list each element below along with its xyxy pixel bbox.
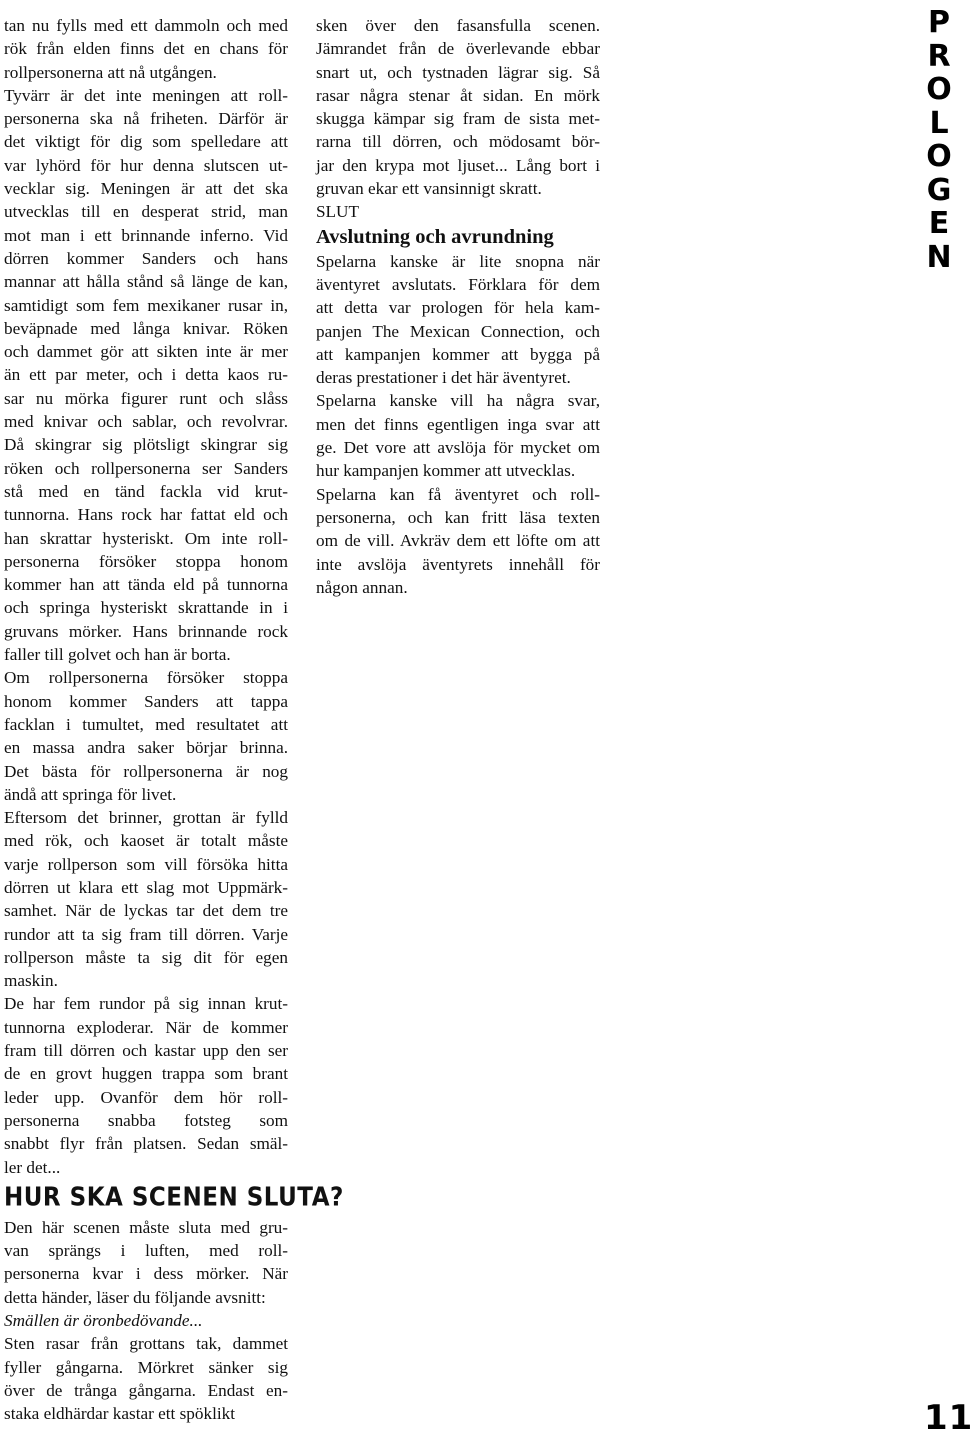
text-line: tan nu fylls med ett dammoln och med — [4, 16, 288, 35]
text-line: faller till golvet och han är borta. — [4, 645, 231, 665]
text-line: SLUT — [316, 202, 359, 222]
text-line: leder upp. Ovanför dem hör roll- — [4, 1087, 288, 1107]
text-line: rollpersonerna att nå utgången. — [4, 62, 217, 82]
middle-paragraph-group-after-heading — [316, 250, 600, 599]
text-line: honom kommer Sanders att tappa — [4, 691, 288, 711]
text-line: samhet. När de lyckas tar det dem tre — [4, 901, 288, 921]
middle-text-column — [316, 14, 600, 599]
text-line: staka eldhärdar kastar ett spöklikt — [4, 1404, 235, 1424]
text-line: Då skingrar sig plötsligt skingrar sig — [4, 435, 288, 455]
text-line: personerna försöker stoppa honom — [4, 551, 288, 571]
text-line: Den här scenen måste sluta med gru- — [4, 1217, 288, 1237]
text-line: än ett par meter, och i detta kaos ru- — [4, 365, 288, 385]
text-line: De har fem rundor på sig innan krut- — [4, 994, 288, 1014]
text-line: mannar att hålla stånd så länge de kan, — [4, 272, 288, 292]
text-line: att detta var prologen för hela kam- — [316, 298, 600, 318]
text-line: Tyvärr är det inte meningen att roll- — [4, 85, 288, 105]
text-line: att kampanjen kommer att bygga på — [316, 344, 600, 364]
text-line: en massa andra saker börjar brinna. — [4, 738, 288, 758]
section-heading-ending: HUR SKA SCENEN SLUTA? — [4, 1183, 344, 1213]
text-line: fram till dörren och kastar upp den ser — [4, 1041, 288, 1061]
text-line: deras prestationer i det här äventyret. — [316, 368, 571, 388]
text-line: kommer han att tända eld på tunnorna — [4, 575, 288, 595]
text-line: van sprängs i luften, med roll- — [4, 1241, 288, 1261]
text-line: sar nu mörka figurer runt och slåss — [4, 388, 288, 408]
text-line: skugga kämpar sig fram de sista met- — [316, 109, 600, 129]
text-line: med knivar och sablar, och revolvrar. — [4, 412, 288, 432]
left-text-column — [4, 14, 344, 1426]
chapter-title-letter: O — [926, 72, 952, 107]
text-line: var lyhörd för hur denna slutscen ut- — [4, 155, 288, 175]
text-line: över de trånga gångarna. Endast en- — [4, 1380, 288, 1400]
text-line: Smällen är öronbedövande... — [4, 1311, 203, 1331]
text-line: fyller gångarna. Mörkret sänker sig — [4, 1357, 288, 1377]
text-line: Om rollpersonerna försöker stoppa — [4, 668, 288, 688]
text-line: rarna till dörren, och mödosamt bör- — [316, 132, 600, 152]
text-line: röken och rollpersonerna ser Sanders — [4, 458, 288, 478]
text-line: det viktigt för dig som spelledare att — [4, 132, 288, 152]
text-line: med rök, och kaoset är totalt måste — [4, 831, 288, 851]
text-line: jar den krypa mot ljuset... Lång bort i — [316, 155, 600, 175]
text-line: äventyret avslutats. Förklara för dem — [316, 274, 600, 294]
text-line: rasar några stenar åt sidan. En mörk — [316, 85, 600, 105]
text-line: och springa hysteriskt skrattande in i — [4, 598, 288, 618]
text-line: gruvans mörker. Hans brinnande rock — [4, 621, 288, 641]
text-line: personerna snabba fotsteg som — [4, 1110, 288, 1130]
text-line: rök från elden finns det en chans för — [4, 39, 288, 59]
text-line: tunnorna. Hans rock har fattat eld och — [4, 505, 288, 525]
text-line: Spelarna kanske vill ha några svar, — [316, 391, 600, 411]
chapter-title-letter: R — [927, 38, 951, 74]
chapter-title-letter: L — [929, 105, 949, 141]
text-line: Det bästa för rollpersonerna är nog — [4, 761, 288, 781]
text-line: Spelarna kanske är lite snopna när — [316, 251, 600, 271]
left-paragraph-group — [4, 14, 288, 1179]
text-line: Jämrandet från de överlevande ebbar — [316, 39, 600, 59]
text-line: någon annan. — [316, 577, 408, 597]
page-number: 11 — [924, 1398, 973, 1438]
text-line: snabbt flyr från platsen. Sedan smäl- — [4, 1134, 288, 1154]
text-line: facklan i tumultet, med resultatet att — [4, 714, 288, 734]
left-paragraph-group-after-heading — [4, 1216, 288, 1426]
text-line: dörren ut klara ett slag mot Uppmärk- — [4, 877, 288, 897]
text-line: utvecklas till en desperat strid, man — [4, 202, 288, 222]
text-line: varje rollperson som vill försöka hitta — [4, 854, 288, 874]
text-line: ändå att springa för livet. — [4, 784, 177, 804]
text-line: hur kampanjen kommer att utvecklas. — [316, 461, 576, 481]
chapter-title-letter: G — [926, 172, 952, 208]
text-line: rundor att ta sig fram till dörren. Varje — [4, 924, 288, 944]
chapter-title-letter: O — [926, 139, 952, 174]
text-line: inte avslöja äventyrets innehåll för — [316, 554, 600, 574]
text-line: dörren kommer Sanders och hans — [4, 248, 288, 268]
chapter-title-letter: P — [928, 5, 950, 40]
text-line: beväpnade med långa knivar. Röken — [4, 318, 288, 338]
chapter-title-letter: N — [926, 239, 952, 275]
text-line: tunnorna exploderar. När de kommer — [4, 1017, 288, 1037]
text-line: vecklar sig. Meningen är att det ska — [4, 179, 288, 199]
text-line: personerna, och kan fritt läsa texten — [316, 507, 600, 527]
text-line: men det finns egentligen inga svar att — [316, 414, 600, 434]
text-line: detta händer, läser du följande avsnitt: — [4, 1287, 266, 1307]
text-line: maskin. — [4, 971, 58, 991]
section-heading-conclusion: Avslutning och avrundning — [316, 225, 554, 248]
text-line: ler det... — [4, 1157, 61, 1177]
vertical-chapter-title — [922, 6, 956, 274]
text-line: ge. Det vore att avslöja för mycket om — [316, 438, 600, 458]
text-line: de en grovt huggen trappa som brant — [4, 1064, 288, 1084]
text-line: och dammet gör att sikten inte är mer — [4, 342, 288, 362]
text-line: personerna kvar i dess mörker. När — [4, 1264, 288, 1284]
chapter-title-letter: E — [928, 206, 950, 241]
text-line: rollperson måste ta sig dit för egen — [4, 947, 288, 967]
text-line: om de vill. Avkräv dem ett löfte om att — [316, 531, 600, 551]
middle-paragraph-group — [316, 14, 600, 224]
text-line: sken över den fasansfulla scenen. — [316, 16, 600, 35]
text-line: mot man i ett brinnande inferno. Vid — [4, 225, 288, 245]
text-line: han skrattar hysteriskt. Om inte roll- — [4, 528, 288, 548]
text-line: panjen The Mexican Connection, och — [316, 321, 600, 341]
text-line: stå med en tänd fackla vid krut- — [4, 481, 288, 501]
text-line: Eftersom det brinner, grottan är fylld — [4, 808, 288, 828]
text-line: Sten rasar från grottans tak, dammet — [4, 1334, 288, 1354]
text-line: snart ut, och tystnaden lägrar sig. Så — [316, 62, 600, 82]
text-line: gruvan ekar ett vansinnigt skratt. — [316, 179, 542, 199]
text-line: personerna ska nå friheten. Därför är — [4, 109, 288, 129]
text-line: Spelarna kan få äventyret och roll- — [316, 484, 600, 504]
text-line: samtidigt som fem mexikaner rusar in, — [4, 295, 288, 315]
